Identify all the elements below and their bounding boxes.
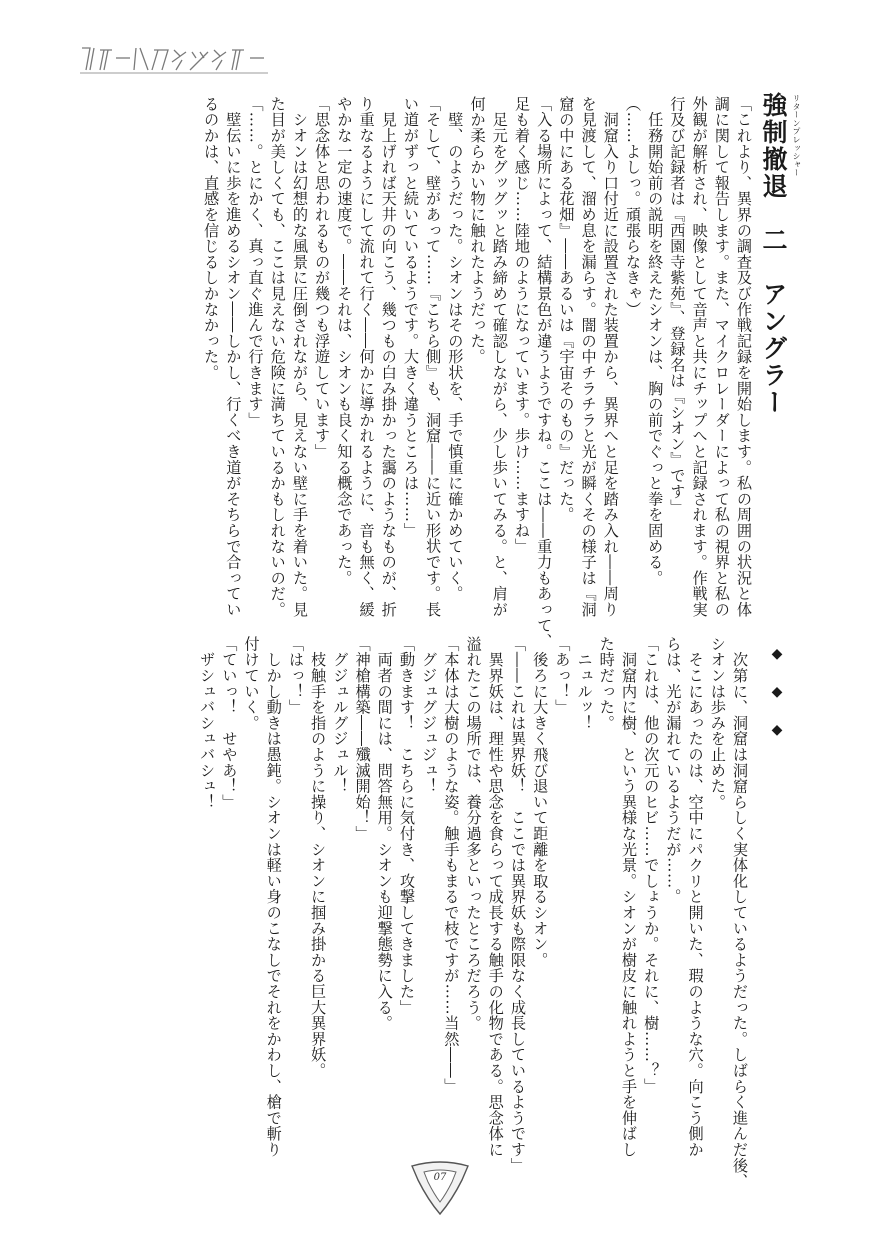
bottom-text-line: 「ていっ！ せやあ！」 [220, 636, 239, 810]
top-text-line: 調に関して報告します。また、マイクロレーダーによって私の視界と私の [712, 96, 731, 618]
bottom-text-line: た時だった。 [597, 636, 616, 731]
top-text-line: （……よしっ。頑張らなきゃ） [623, 96, 642, 318]
bottom-text-line: 「はっ！」 [286, 636, 305, 715]
bottom-text-line: 付けていく。 [242, 636, 261, 731]
top-text-line: 見上げれば天井の向こう、幾つもの白み掛かった靄のようなものが、折 [379, 96, 398, 618]
bottom-text-line: 次第に、洞窟は洞窟らしく実体化しているようだった。しばらく進んだ後、 [731, 636, 749, 1189]
top-text-line: 壁、のようだった。シオンはその形状を、手で慎重に確かめていく。 [446, 96, 465, 602]
top-text-line: 行及び記録者は『西園寺紫苑』、登録名は『シオン』です」 [668, 96, 687, 515]
top-text-line: 洞窟入り口付近に設置された装置から、異界へと足を踏み入れ――周り [601, 96, 620, 618]
page-number-badge [408, 1160, 472, 1216]
bottom-text-line: しかし動きは愚鈍。シオンは軽い身のこなしでそれをかわし、槍で斬り [264, 636, 283, 1158]
page-number: 07 [433, 1172, 447, 1183]
bottom-text-line: 「本体は大樹のような姿。触手もまるで枝ですが……当然――」 [442, 636, 461, 1095]
top-text-line: を見渡して、溜め息を漏らす。闇の中チラチラと光が瞬くその様子は『洞 [579, 96, 598, 618]
bottom-text-line: 「――これは異界妖！ ここでは異界妖も際限なく成長しているようです」 [508, 636, 527, 1174]
top-text-line: 「思念体と思われるものが幾つも浮遊しています」 [313, 96, 332, 460]
top-text-line: 外観が解析され、映像として音声と共にチップへと記録されます。作戦実 [690, 96, 709, 618]
bottom-text-line: グジュルグジュル！ [331, 636, 350, 794]
top-text-line: 「そして、壁があって……『こちら側』も、洞窟――に近い形状です。長 [424, 96, 443, 618]
top-text-line: るのかは、直感を信じるしかなかった。 [202, 96, 221, 381]
bottom-text-line: 「神槍構築――殲滅開始！」 [353, 636, 372, 842]
chapter-title-text: 強制撤退 二 アングラー [759, 92, 788, 416]
bottom-text-line: 「あっ！」 [553, 636, 572, 715]
bottom-text-line: そこにあったのは、空中にパクリと開いた、瑕のような穴。向こう側か [686, 636, 705, 1158]
bottom-text-line: 両者の間には、問答無用。シオンも迎撃態勢に入る。 [375, 636, 394, 1031]
bottom-text-line: 洞窟内に樹、という異様な光景。シオンが樹皮に触れようと手を伸ばし [619, 636, 638, 1158]
scene-separator: ◆◆◆ [769, 646, 785, 760]
top-text-block [200, 96, 755, 649]
bottom-text-line: 異界妖は、理性や思念を食らって成長する触手の化物である。思念体に [486, 636, 505, 1158]
bottom-text-line: 「動きます！ こちらに気付き、攻撃してきました」 [397, 636, 416, 1016]
top-text-line: 任務開始前の説明を終えたシオンは、胸の前でぐっと拳を固める。 [646, 96, 665, 586]
top-text-line: 「入る場所によって、結構景色が違うようですね。ここは――重力もあって、 [535, 96, 554, 649]
chapter-title-ruby: リターンプレッシャー [792, 94, 801, 177]
bottom-text-line: 「これは、他の次元のヒビ……でしょうか。それに、樹……？」 [642, 636, 661, 1095]
top-text-line: た目が美しくても、ここは見えない危険に満ちているかもしれないのだ。 [268, 96, 287, 618]
series-logo-graphic [78, 40, 278, 76]
top-text-line: 足も着く感じ……陸地のようになっています。歩け……ますね」 [512, 96, 531, 555]
bottom-text-line: ニュルッ！ [575, 636, 594, 731]
bottom-text-line: 後ろに大きく飛び退いて距離を取るシオン。 [531, 636, 550, 968]
bottom-text-line: 枝触手を指のように操り、シオンに掴み掛かる巨大異界妖。 [309, 636, 328, 1079]
shield-emblem-icon [408, 1160, 472, 1216]
bottom-text-line: ザシュバシュバシュ！ [198, 636, 217, 810]
top-text-line: やかな一定の速度で。――それは、シオンも良く知る概念であった。 [335, 96, 354, 586]
top-text-line: シオンは幻想的な風景に圧倒されながら、見えない壁に手を着いた。見 [290, 96, 309, 618]
top-text-line: 足元をグッグッと踏み締めて確認しながら、少し歩いてみる。と、肩が [490, 96, 509, 618]
top-text-line: 何か柔らかい物に触れたようだった。 [468, 96, 487, 365]
top-text-line: 窟の中にある花畑』――あるいは『宇宙そのもの』だった。 [557, 96, 576, 523]
bottom-text-line: グジュグジュジュ！ [420, 636, 439, 794]
chapter-title [755, 92, 801, 416]
top-text-line: 「これより、異界の調査及び作戦記録を開始します。私の周囲の状況と体 [735, 96, 753, 618]
top-text-line: り重なるようにして流れて行く――何かに導かれるように、音も無く、緩 [357, 96, 376, 618]
bottom-text-line: らは、光が漏れているようだが……。 [664, 636, 683, 905]
top-text-line: 「……。とにかく、真っ直ぐ進んで行きます」 [246, 96, 265, 428]
bottom-text-line: シオンは歩みを止めた。 [708, 636, 727, 810]
top-text-line: い道がずっと続いているようです。大きく違うところは……」 [401, 96, 420, 539]
top-text-line: 壁伝いに歩を進めるシオン――しかし、行くべき道がそちらで合ってい [224, 96, 243, 618]
series-logo [78, 40, 278, 76]
bottom-text-line: 溢れたこの場所では、養分過多といったところだろう。 [464, 636, 483, 1031]
